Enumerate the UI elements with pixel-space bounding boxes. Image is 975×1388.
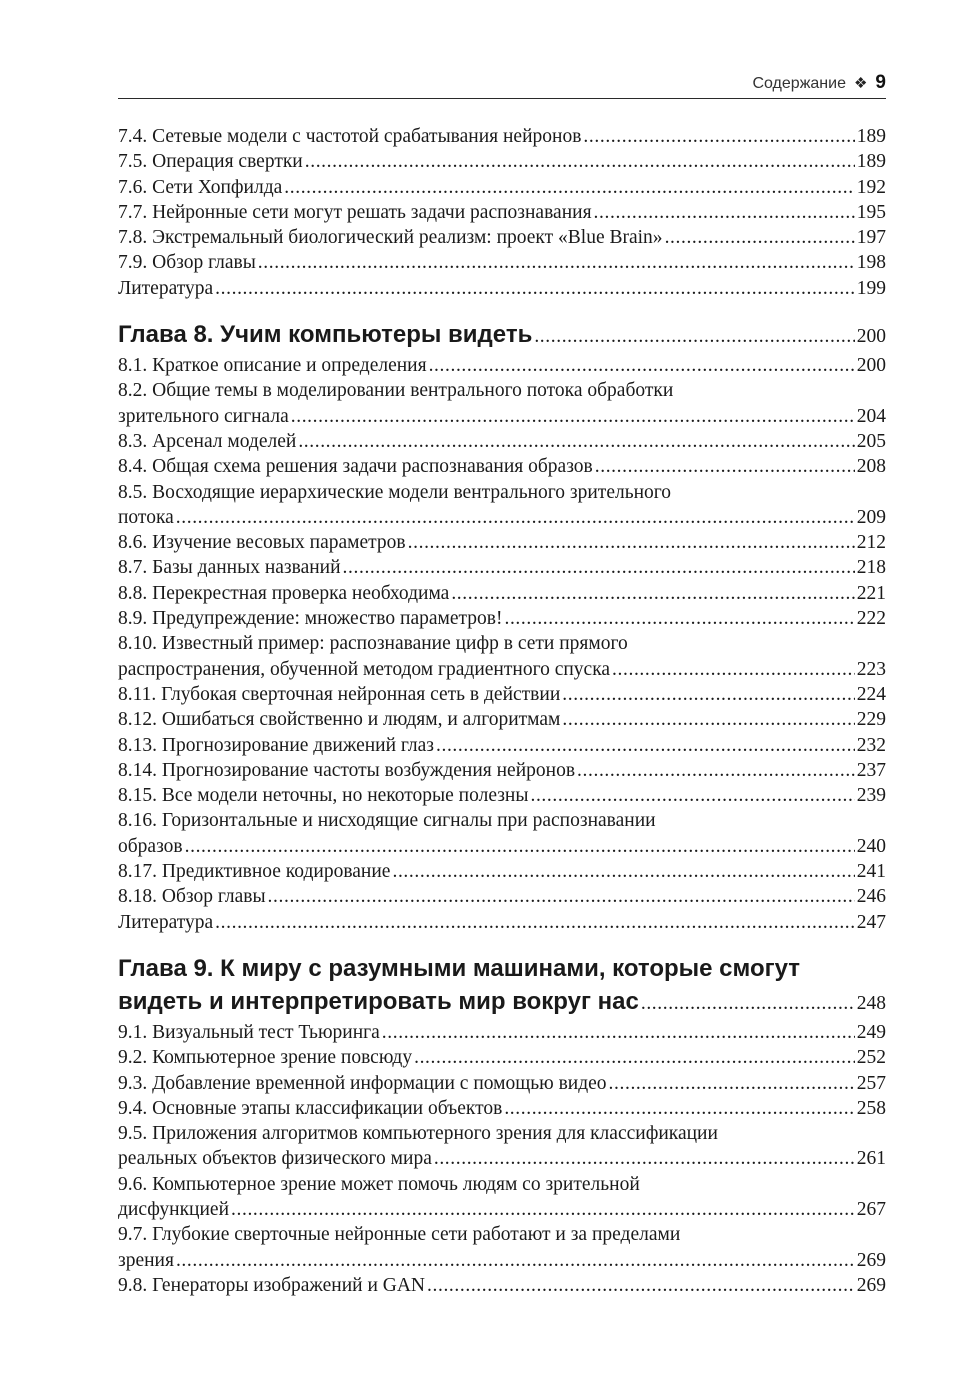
toc-entry-page: 237 [856, 759, 886, 781]
dot-leader [185, 834, 855, 859]
toc-entry-page: 195 [856, 201, 886, 223]
toc-entry-multiline [118, 808, 886, 859]
toc-entry [118, 1045, 886, 1070]
toc-entry-title: Литература [118, 911, 214, 933]
toc-entry-title: образов [118, 835, 183, 857]
toc-entry-title: 9.1. Визуальный тест Тьюринга [118, 1021, 380, 1043]
toc-entry-page: 249 [856, 1021, 886, 1043]
dot-leader [583, 124, 854, 149]
toc-entry-title: 8.14. Прогнозирование частоты возбуждения нейронов [118, 759, 576, 781]
toc-entry-page: 198 [856, 252, 886, 274]
toc-entry-page: 218 [856, 557, 886, 579]
toc-entry-page: 247 [856, 911, 886, 933]
dot-leader [291, 404, 855, 429]
toc-entry-title: 7.8. Экстремальный биологический реализм: проект «Blue Brain» [118, 227, 663, 249]
dot-leader [392, 859, 854, 884]
toc-entry [118, 783, 886, 808]
dot-leader [382, 1020, 855, 1045]
toc-entry-title: распространения, обученной методом градиентного спуска [118, 658, 611, 680]
toc-entry-title: 8.9. Предупреждение: множество параметров! [118, 608, 503, 630]
toc-entry [118, 429, 886, 454]
toc-entry [118, 606, 886, 631]
toc-entry-page: 221 [856, 582, 886, 604]
dot-leader [530, 783, 854, 808]
toc-entry [118, 733, 886, 758]
toc-entry-title: Литература [118, 277, 214, 299]
toc-entry [118, 149, 886, 174]
toc-entry-title: 8.13. Прогнозирование движений глаз [118, 734, 434, 756]
chapter-heading-multiline [118, 952, 886, 1020]
toc-entry [118, 555, 886, 580]
toc-entry-page: 246 [856, 886, 886, 908]
toc-entry-title: 7.4. Сетевые модели с частотой срабатывания нейронов [118, 126, 582, 147]
dot-leader [562, 682, 854, 707]
toc-entry [118, 707, 886, 732]
dot-leader [562, 707, 854, 732]
dot-leader [451, 581, 854, 606]
dot-leader [427, 1273, 855, 1298]
dot-leader [595, 454, 855, 479]
toc-entry-title-line1: 8.10. Известный пример: распознавание цифр в сети прямого [118, 633, 628, 655]
toc-entry-title: потока [118, 506, 174, 528]
dot-leader [577, 758, 855, 783]
toc-entry-title: 8.1. Краткое описание и определения [118, 355, 427, 377]
chapter-page: 248 [856, 992, 886, 1014]
toc-entry-title: зрительного сигнала [118, 405, 289, 427]
toc-entry [118, 1071, 886, 1096]
toc-entry [118, 225, 886, 250]
toc-entry [118, 124, 886, 149]
toc-entry-multiline [118, 631, 886, 682]
toc-entry-title: 9.4. Основные этапы классификации объектов [118, 1097, 503, 1119]
toc-entry-multiline [118, 378, 886, 429]
toc-entry [118, 1020, 886, 1045]
toc-entry-title: 9.2. Компьютерное зрение повсюду [118, 1047, 413, 1069]
toc-entry-title: 8.12. Ошибаться свойственно и людям, и алгоритмам [118, 709, 561, 731]
toc-entry-page: 252 [856, 1047, 886, 1069]
toc-entry-multiline [118, 1222, 886, 1273]
toc-entry-page: 261 [856, 1148, 886, 1170]
dot-leader [594, 200, 855, 225]
toc-entry-title-line1: 8.2. Общие темы в моделировании вентрального потока обработки [118, 380, 674, 402]
dot-leader [231, 1197, 855, 1222]
dot-leader [429, 353, 855, 378]
toc-entry-title: 8.3. Арсенал моделей [118, 430, 297, 452]
toc-entry-title: 8.4. Общая схема решения задачи распознавания образов [118, 456, 593, 478]
dot-leader [284, 175, 854, 200]
four-diamond-ornament-icon: ❖ [853, 75, 868, 92]
toc-entry-title: реальных объектов физического мира [118, 1148, 432, 1170]
toc-entry-page: 229 [856, 709, 886, 731]
toc-entry-page: 223 [856, 658, 886, 680]
dot-leader [609, 1071, 855, 1096]
toc-entry-title: 8.6. Изучение весовых параметров [118, 532, 406, 554]
toc-entry [118, 454, 886, 479]
toc-entry-title: 8.17. Предиктивное кодирование [118, 861, 391, 883]
toc-entry-page: 232 [856, 734, 886, 756]
running-header [118, 70, 886, 99]
chapter-page: 200 [856, 326, 886, 348]
dot-leader [414, 1045, 855, 1070]
dot-leader [504, 1096, 854, 1121]
toc-entry-title-line1: 9.6. Компьютерное зрение может помочь людям со зрительной [118, 1173, 640, 1195]
toc-entry [118, 353, 886, 378]
toc-entry-page: 197 [856, 227, 886, 249]
header-title: Содержание [752, 75, 846, 92]
toc-entry [118, 1273, 886, 1298]
dot-leader [176, 505, 855, 530]
dot-leader [176, 1248, 855, 1273]
dot-leader [504, 606, 854, 631]
toc-entry [118, 200, 886, 225]
toc-entry-multiline [118, 1172, 886, 1223]
table-of-contents [118, 124, 886, 1298]
toc-entry-title: 8.11. Глубокая сверточная нейронная сеть в действии [118, 683, 561, 705]
toc-entry-page: 192 [856, 176, 886, 198]
toc-entry-page: 189 [856, 126, 886, 147]
toc-entry [118, 581, 886, 606]
toc-entry [118, 682, 886, 707]
toc-entry [118, 758, 886, 783]
dot-leader [305, 149, 855, 174]
toc-entry-page: 239 [856, 785, 886, 807]
header-right-group [752, 72, 886, 94]
toc-entry-title-line1: 9.5. Приложения алгоритмов компьютерного зрения для классификации [118, 1123, 718, 1145]
toc-entry-title: 8.15. Все модели неточны, но некоторые полезны [118, 785, 529, 807]
chapter-title: видеть и интерпретировать мир вокруг нас [118, 987, 639, 1015]
toc-entry-title: 7.9. Обзор главы [118, 252, 256, 274]
dot-leader [665, 225, 855, 250]
toc-entry-page: 199 [856, 277, 886, 299]
toc-entry-page: 208 [856, 456, 886, 478]
toc-entry-multiline [118, 1121, 886, 1172]
toc-entry [118, 1096, 886, 1121]
toc-entry-page: 240 [856, 835, 886, 857]
dot-leader [408, 530, 855, 555]
toc-entry-page: 241 [856, 861, 886, 883]
toc-entry-title: дисфункцией [118, 1198, 230, 1220]
chapter-title: Глава 8. Учим компьютеры видеть [118, 321, 533, 349]
toc-entry [118, 175, 886, 200]
toc-entry-title: зрения [118, 1249, 174, 1271]
chapter-title-line1: Глава 9. К миру с разумными машинами, которые смогут [118, 954, 801, 982]
toc-entry-page: 258 [856, 1097, 886, 1119]
toc-entry-page: 257 [856, 1072, 886, 1094]
toc-entry-page: 212 [856, 532, 886, 554]
dot-leader [268, 884, 855, 909]
toc-entry-title: 7.6. Сети Хопфилда [118, 176, 283, 198]
toc-entry-title: 7.7. Нейронные сети могут решать задачи распознавания [118, 201, 592, 223]
toc-entry-title-line1: 8.16. Горизонтальные и нисходящие сигналы при распознавании [118, 810, 656, 832]
dot-leader [434, 1146, 855, 1171]
toc-entry [118, 530, 886, 555]
toc-entry-page: 204 [856, 405, 886, 427]
toc-entry-page: 224 [856, 683, 886, 705]
toc-entry-page: 222 [856, 608, 886, 630]
header-page-number: 9 [875, 72, 886, 93]
toc-entry-title: 9.3. Добавление временной информации с помощью видео [118, 1072, 607, 1094]
toc-entry [118, 276, 886, 301]
toc-entry [118, 859, 886, 884]
toc-entry-page: 189 [856, 151, 886, 173]
dot-leader [436, 733, 855, 758]
toc-entry-title: 9.8. Генераторы изображений и GAN [118, 1274, 426, 1296]
toc-entry-title-line1: 8.5. Восходящие иерархические модели вентрального зрительного [118, 481, 672, 503]
dot-leader [215, 276, 855, 301]
toc-entry-page: 205 [856, 430, 886, 452]
toc-entry [118, 884, 886, 909]
dot-leader [612, 657, 855, 682]
toc-entry [118, 910, 886, 935]
toc-entry-title: 8.18. Обзор главы [118, 886, 266, 908]
dot-leader [343, 555, 855, 580]
toc-entry-page: 200 [856, 355, 886, 377]
toc-entry-page: 269 [856, 1274, 886, 1296]
dot-leader [534, 320, 854, 353]
chapter-heading [118, 318, 886, 353]
dot-leader [298, 429, 854, 454]
dot-leader [258, 250, 855, 275]
toc-entry-title-line1: 9.7. Глубокие сверточные нейронные сети работают и за пределами [118, 1224, 681, 1246]
dot-leader [215, 910, 855, 935]
toc-entry [118, 250, 886, 275]
toc-entry-page: 269 [856, 1249, 886, 1271]
toc-entry-page: 209 [856, 506, 886, 528]
toc-entry-title: 8.8. Перекрестная проверка необходима [118, 582, 450, 604]
dot-leader [641, 987, 855, 1020]
toc-entry-title: 7.5. Операция свертки [118, 151, 303, 173]
toc-entry-title: 8.7. Базы данных названий [118, 557, 341, 579]
toc-entry-page: 267 [856, 1198, 886, 1220]
toc-entry-multiline [118, 480, 886, 531]
